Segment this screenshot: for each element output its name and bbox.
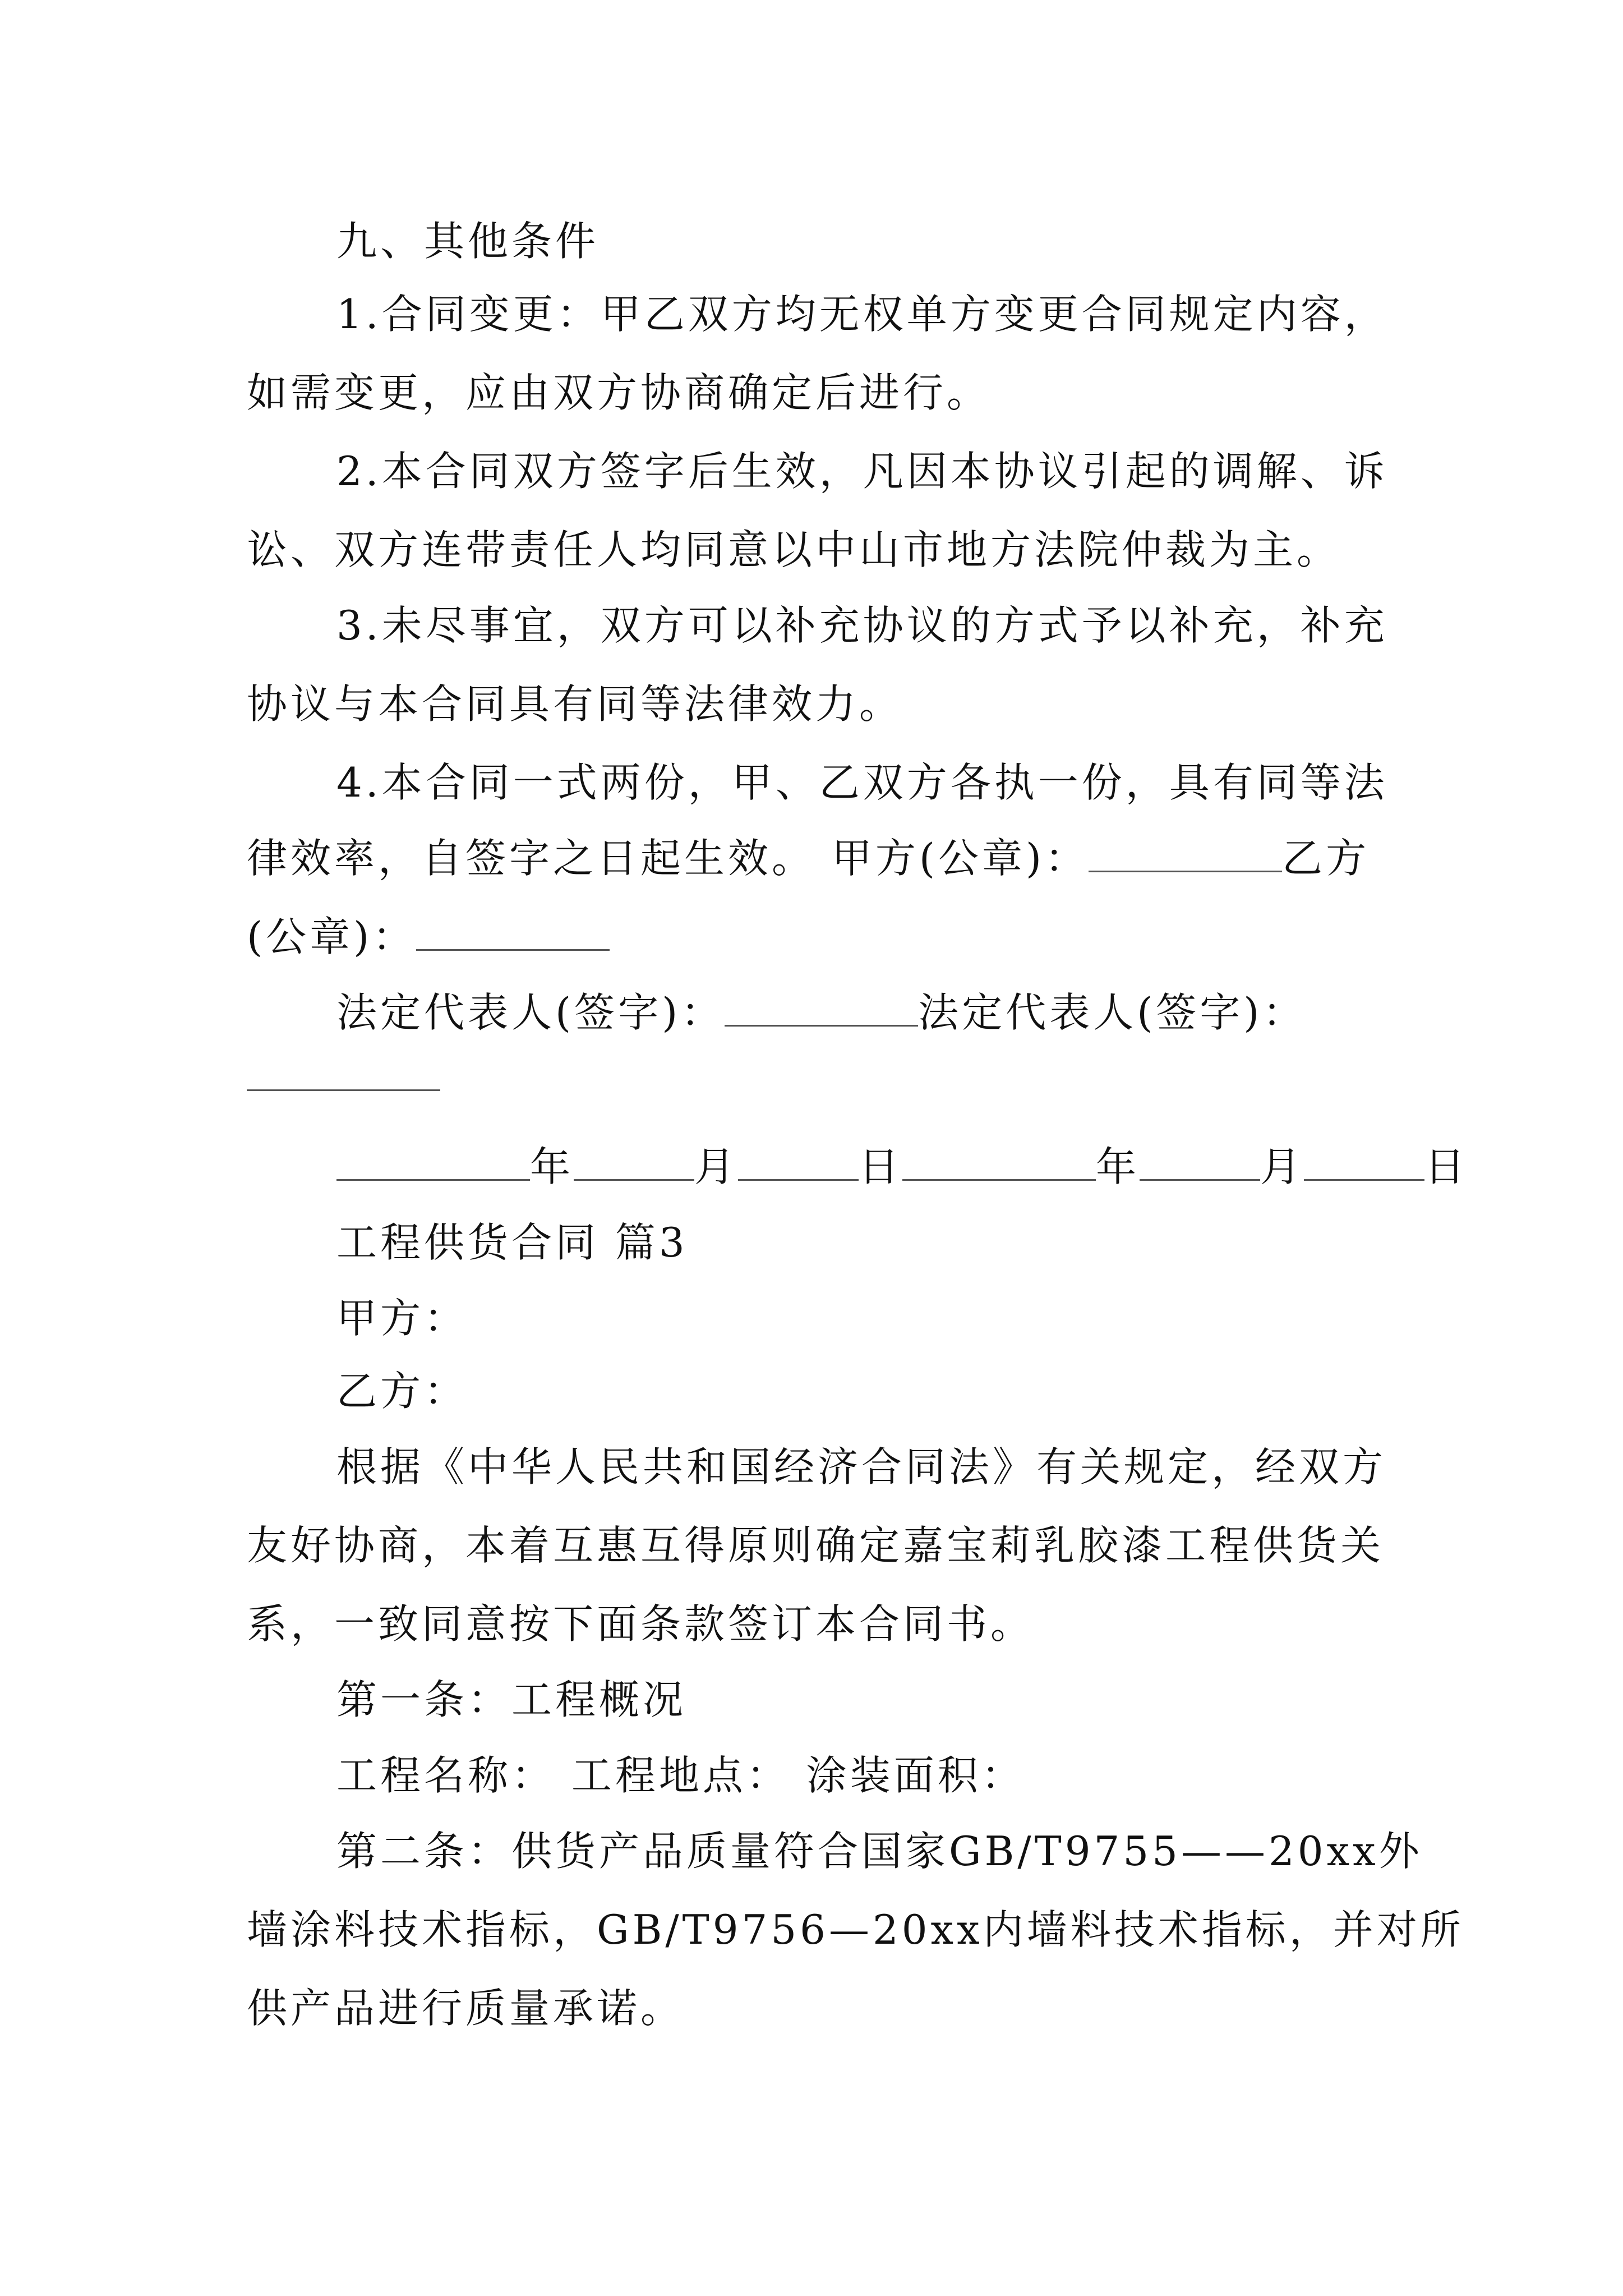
year-a-blank[interactable] [336, 1144, 530, 1181]
rep-b-blank-line [247, 1049, 440, 1105]
year-label: 年 [530, 1143, 574, 1190]
paragraph-line: 协议与本合同具有同等法律效力。 [247, 680, 903, 728]
date-line [336, 1139, 1468, 1195]
month-a-blank[interactable] [574, 1144, 694, 1181]
day-b-blank[interactable] [1304, 1144, 1424, 1181]
party-b-label: 乙方 [1282, 835, 1370, 882]
year-label: 年 [1096, 1143, 1140, 1190]
seal-label: (公章)： [247, 913, 417, 960]
rep-label-a: 法定代表人(签字)： [336, 989, 725, 1036]
article-heading: 第一条：工程概况 [336, 1676, 687, 1723]
paragraph-line: 讼、双方连带责任人均同意以中山市地方法院仲裁为主。 [247, 526, 1341, 573]
day-a-blank[interactable] [738, 1144, 859, 1181]
paragraph-line: 如需变更，应由双方协商确定后进行。 [247, 369, 991, 416]
paragraph-line: 根据《中华人民共和国经济合同法》有关规定，经双方 [336, 1443, 1387, 1490]
paragraph-line: 3.未尽事宜，双方可以补充协议的方式予以补充，补充 [336, 602, 1388, 649]
paragraph-line: 第二条：供货产品质量符合国家GB/T9755——20xx外 [336, 1828, 1423, 1875]
paragraph-line: 供产品进行质量承诺。 [247, 1985, 685, 2032]
paragraph-line: 系，一致同意按下面条款签订本合同书。 [247, 1600, 1035, 1648]
rep-a-blank[interactable] [725, 990, 918, 1027]
project-fields: 工程名称： 工程地点： 涂装面积： [336, 1752, 1025, 1799]
month-b-blank[interactable] [1140, 1144, 1260, 1181]
signature-line-seal [247, 830, 1370, 886]
party-a-seal-blank[interactable] [1089, 836, 1282, 872]
paragraph-line: 墙涂料技术指标，GB/T9756—20xx内墙料技术指标，并对所 [247, 1906, 1464, 1953]
day-label: 日 [1424, 1143, 1469, 1190]
paragraph-line: 友好协商，本着互惠互得原则确定嘉宝莉乳胶漆工程供货关 [247, 1522, 1385, 1569]
paragraph-line: 1.合同变更：甲乙双方均无权单方变更合同规定内容， [336, 291, 1388, 338]
month-label: 月 [694, 1143, 739, 1190]
rep-b-blank[interactable] [247, 1055, 440, 1091]
party-b-seal-blank[interactable] [416, 914, 610, 951]
party-a-line: 甲方： [336, 1295, 468, 1342]
rep-label-b: 法定代表人(签字)： [918, 989, 1307, 1036]
representative-line [336, 984, 1306, 1041]
clause-text: 律效率，自签字之日起生效。 甲方(公章)： [247, 835, 1089, 882]
section-heading: 九、其他条件 [336, 218, 600, 265]
paragraph-line: 4.本合同一式两份，甲、乙双方各执一份，具有同等法 [336, 759, 1388, 806]
contract-title: 工程供货合同 篇3 [336, 1219, 688, 1266]
month-label: 月 [1260, 1143, 1304, 1190]
year-b-blank[interactable] [902, 1144, 1096, 1181]
day-label: 日 [859, 1143, 903, 1190]
paragraph-line: 2.本合同双方签字后生效，凡因本协议引起的调解、诉 [336, 448, 1388, 495]
signature-line-seal-b [247, 909, 610, 965]
party-b-line: 乙方： [336, 1368, 468, 1415]
